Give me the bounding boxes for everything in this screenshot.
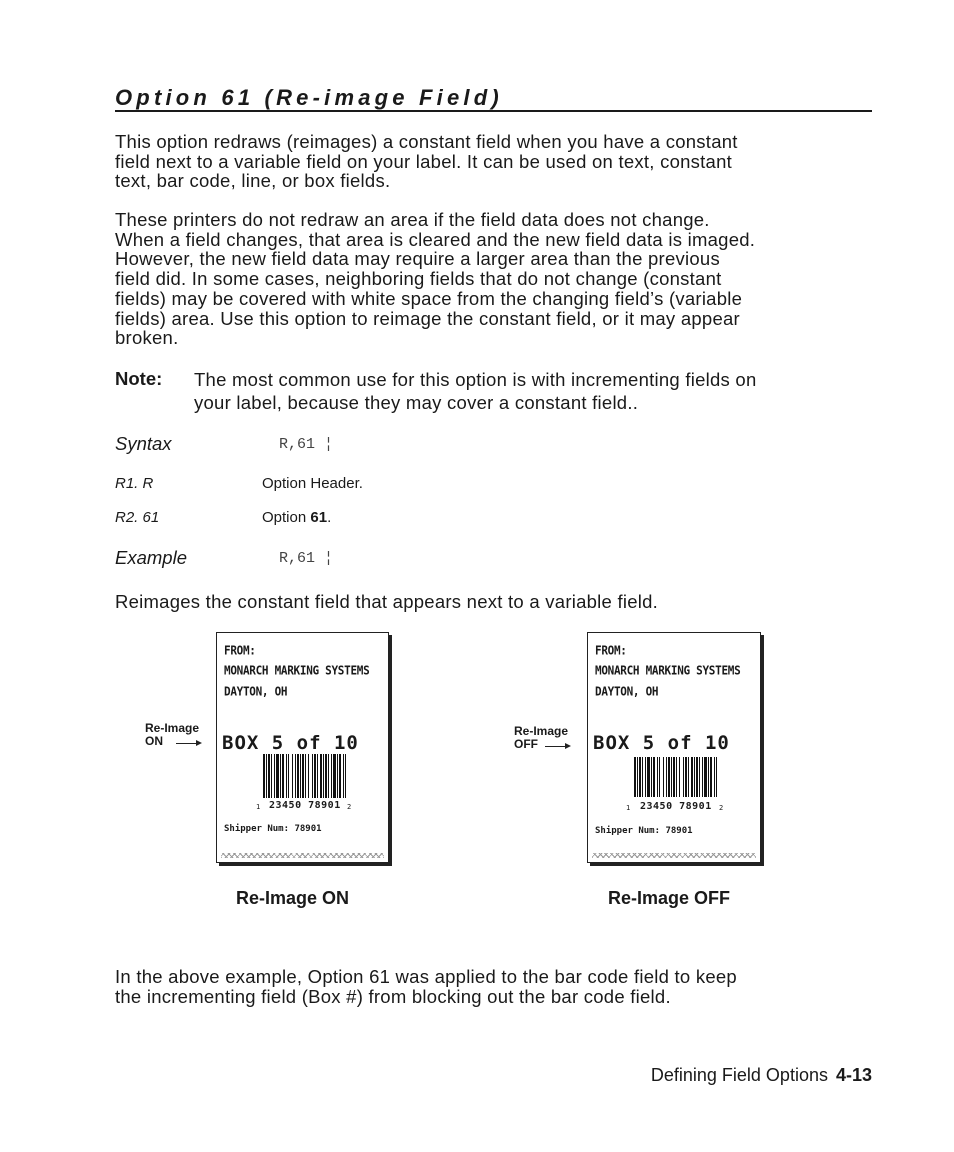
definition-value-bold: 61 <box>310 509 328 526</box>
closing-paragraph <box>115 967 875 1006</box>
text-line: field next to a variable field on your label. It can be used on text, constant <box>115 150 733 172</box>
definition-value <box>262 509 331 526</box>
label-line: MONARCH MARKING SYSTEMS <box>595 663 741 678</box>
text-line: broken. <box>115 327 179 349</box>
barcode-icon <box>263 754 349 806</box>
barcode-digits: 23450 78901 <box>640 801 712 812</box>
shipper-text: Shipper Num: 78901 <box>224 824 322 834</box>
example-label: Example <box>115 547 187 568</box>
label-line: FROM: <box>224 643 256 658</box>
box-count-text: BOX 5 of 10 <box>593 732 730 754</box>
barcode-digit-right: 2 <box>719 804 724 812</box>
note-text <box>194 368 874 414</box>
label-line: DAYTON, OH <box>595 684 659 699</box>
syntax-label: Syntax <box>115 433 172 454</box>
shipper-text: Shipper Num: 78901 <box>595 826 693 836</box>
label-figure-off <box>587 632 761 863</box>
side-label-line: OFF <box>514 737 538 751</box>
text-line: text, bar code, line, or box fields. <box>115 170 391 192</box>
box-count-text: BOX 5 of 10 <box>222 732 359 754</box>
label-figure-on <box>216 632 389 863</box>
label-line: DAYTON, OH <box>224 684 288 699</box>
tear-edge <box>221 853 384 858</box>
side-label-off <box>514 725 568 751</box>
text-line: the incrementing field (Box #) from blocking out the bar code field. <box>115 985 671 1007</box>
side-label-on <box>145 722 199 748</box>
definition-value: Option Header. <box>262 475 363 492</box>
barcode-digit-right: 2 <box>347 803 352 811</box>
barcode-digit-left: 1 <box>626 804 631 812</box>
page-title: Option 61 (Re-image Field) <box>115 85 872 112</box>
text-line: your label, because they may cover a constant field.. <box>194 392 639 413</box>
arrow-icon <box>545 746 569 747</box>
definition-term: R1. R <box>115 475 154 492</box>
explanation-paragraph <box>115 210 875 348</box>
text-line: However, the new field data may require a larger area than the previous <box>115 248 720 270</box>
definition-value-prefix: Option <box>262 509 311 526</box>
arrow-icon <box>176 743 200 744</box>
text-line: fields) area. Use this option to reimage the constant field, or it may appear <box>115 307 740 329</box>
figure-caption: Re-Image ON <box>236 888 350 908</box>
note-label: Note: <box>115 368 163 389</box>
barcode-digit-left: 1 <box>256 803 261 811</box>
barcode-digits: 23450 78901 <box>269 800 341 811</box>
tear-edge <box>592 853 756 858</box>
syntax-code: R,61 ¦ <box>279 436 334 453</box>
text-line: This option redraws (reimages) a constant field when you have a constant <box>115 131 738 152</box>
example-description: Reimages the constant field that appears next to a variable field. <box>115 591 659 612</box>
label-line: FROM: <box>595 643 627 658</box>
side-label-line: ON <box>145 734 163 748</box>
page-number: 4-13 <box>835 1065 872 1085</box>
text-line: fields) may be covered with white space from the changing field’s (variable <box>115 287 743 309</box>
side-label-line: Re-Image <box>145 721 200 735</box>
example-code: R,61 ¦ <box>279 550 334 567</box>
definition-term: R2. 61 <box>115 509 160 526</box>
page-footer <box>651 1065 872 1086</box>
text-line: These printers do not redraw an area if the field data does not change. <box>115 209 710 230</box>
definition-value-suffix: . <box>327 509 332 526</box>
text-line: In the above example, Option 61 was applied to the bar code field to keep <box>115 966 737 987</box>
barcode-icon <box>634 757 720 805</box>
label-line: MONARCH MARKING SYSTEMS <box>224 663 370 678</box>
footer-section: Defining Field Options <box>650 1065 828 1085</box>
intro-paragraph <box>115 132 875 191</box>
text-line: field did. In some cases, neighboring fields that do not change (constant <box>115 268 722 290</box>
figure-caption: Re-Image OFF <box>608 888 731 908</box>
text-line: When a field changes, that area is cleared and the new field data is imaged. <box>115 228 756 250</box>
side-label-line: Re-Image <box>514 724 569 738</box>
text-line: The most common use for this option is with incrementing fields on <box>194 369 757 390</box>
